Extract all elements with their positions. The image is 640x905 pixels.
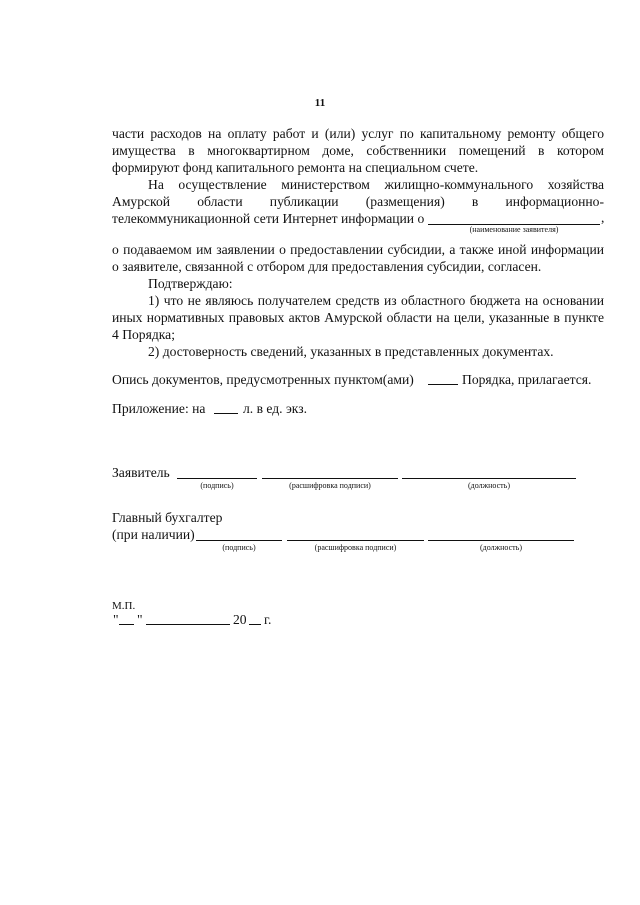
accountant-position-caption: (должность) bbox=[480, 543, 522, 552]
applicant-label: Заявитель bbox=[112, 465, 170, 480]
inventory-items-line bbox=[428, 384, 458, 385]
accountant-position-line bbox=[428, 540, 574, 541]
applicant-position-caption: (должность) bbox=[468, 481, 510, 490]
attachment-text-before: Приложение: на bbox=[112, 401, 206, 416]
accountant-signature-caption: (подпись) bbox=[222, 543, 256, 552]
date-year-suffix: г. bbox=[264, 612, 272, 627]
applicant-name-caption: (наименование заявителя) bbox=[469, 225, 559, 234]
para2-line-3: телекоммуникационной сети Интернет информации о bbox=[112, 211, 425, 226]
confirm-heading: Подтверждаю: bbox=[148, 276, 233, 291]
date-open-quote: " bbox=[113, 612, 119, 627]
para2-comma: , bbox=[601, 210, 605, 225]
page-number: 11 bbox=[314, 97, 326, 109]
date-year-line bbox=[249, 624, 261, 625]
accountant-label-optional: (при наличии) bbox=[112, 527, 195, 542]
para3-line-2: о заявителе, связанной с отбором для предоставления субсидии, согласен. bbox=[112, 259, 542, 274]
applicant-signature-caption: (подпись) bbox=[200, 481, 234, 490]
para1-line-1: части расходов на оплату работ и (или) услуг по капитальному ремонту общего bbox=[112, 126, 604, 141]
accountant-decoding-line bbox=[287, 540, 424, 541]
para2-line-2: Амурской области публикации (размещения) в информационно- bbox=[112, 194, 604, 209]
accountant-label: Главный бухгалтер bbox=[112, 510, 223, 525]
para1-line-2: имущества в многоквартирном доме, собственники помещений в котором bbox=[112, 143, 604, 158]
applicant-decoding-line bbox=[262, 478, 398, 479]
date-day-line bbox=[119, 624, 134, 625]
applicant-decoding-caption: (расшифровка подписи) bbox=[289, 481, 371, 490]
item1-line-3: 4 Порядка; bbox=[112, 327, 175, 342]
inventory-text-before: Опись документов, предусмотренных пунктом(ами) bbox=[112, 372, 414, 387]
applicant-position-line bbox=[402, 478, 576, 479]
accountant-decoding-caption: (расшифровка подписи) bbox=[314, 543, 397, 552]
date-close-quote: " bbox=[137, 612, 143, 627]
para2-line-1: На осуществление министерством жилищно-коммунального хозяйства bbox=[148, 177, 604, 192]
attachment-text-after: л. в ед. экз. bbox=[243, 401, 307, 416]
accountant-signature-line bbox=[196, 540, 282, 541]
attachment-sheets-line bbox=[214, 413, 238, 414]
para3-line-1: о подаваемом им заявлении о предоставлении субсидии, а также иной информации bbox=[112, 242, 604, 257]
para1-line-3: формируют фонд капитального ремонта на специальном счете. bbox=[112, 160, 479, 175]
stamp-mark: М.П. bbox=[112, 600, 136, 612]
inventory-text-after: Порядка, прилагается. bbox=[462, 372, 592, 387]
date-year-prefix: 20 bbox=[233, 612, 247, 627]
applicant-signature-line bbox=[177, 478, 257, 479]
item2: 2) достоверность сведений, указанных в представленных документах. bbox=[148, 344, 554, 359]
date-month-line bbox=[146, 624, 230, 625]
item1-line-1: 1) что не являюсь получателем средств из областного бюджета на основании bbox=[148, 293, 604, 308]
item1-line-2: иных нормативных правовых актов Амурской области на цели, указанные в пункте bbox=[112, 310, 604, 325]
